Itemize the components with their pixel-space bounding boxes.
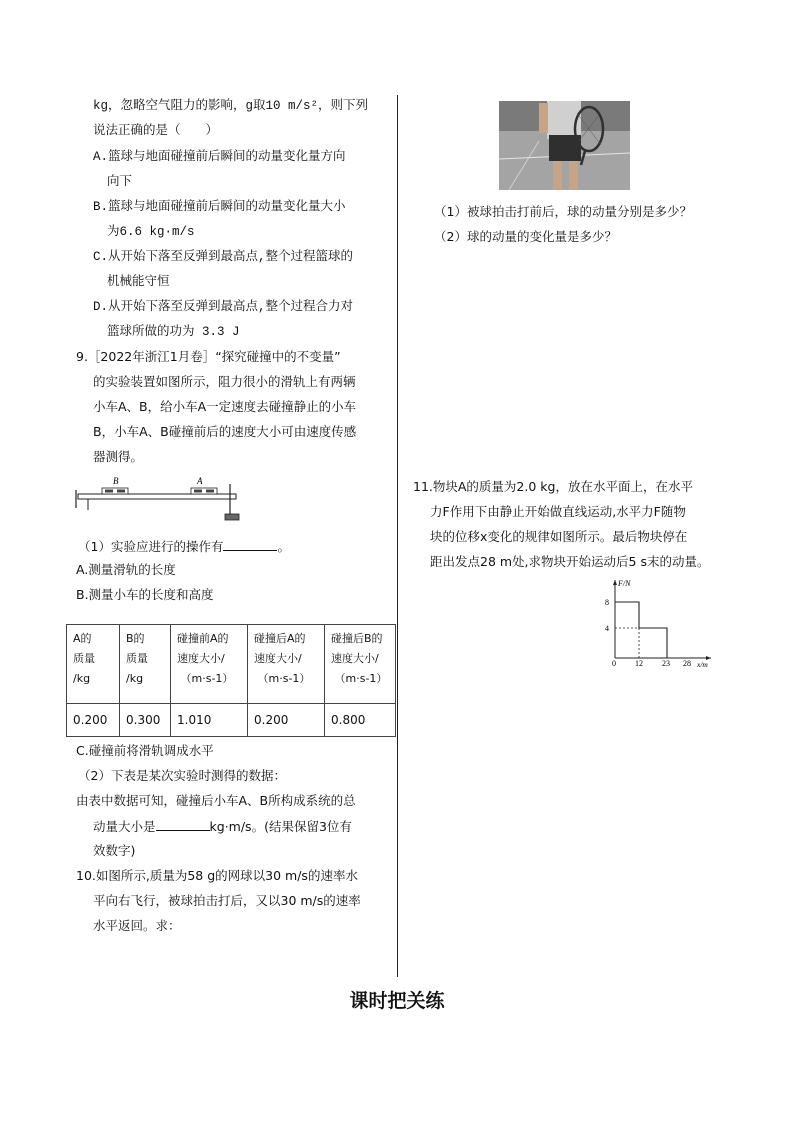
q11-stem-line: 11.物块A的质量为2.0 kg，放在水平面上，在水平 [413, 479, 693, 494]
q10-stem-line: 平向右飞行，被球拍击打后，又以30 m/s的速率 [93, 893, 361, 908]
q8-option-c: C.从开始下落至反弹到最高点,整个过程篮球的 [93, 250, 354, 264]
header-cell: 碰撞后A的 速度大小/ （m·s-1） [248, 625, 325, 704]
table-cell: 0.200 [248, 704, 325, 737]
q9-result-line: 效数字) [93, 843, 136, 858]
y-tick-label: 4 [605, 624, 609, 633]
x-tick-label: 0 [612, 659, 616, 668]
table-cell: 1.010 [171, 704, 248, 737]
header-cell: A的 质量 /kg [67, 625, 120, 704]
table-cell: 0.300 [120, 704, 171, 737]
q8-option-b: B.篮球与地面碰撞前后瞬间的动量变化量大小 [93, 200, 346, 214]
q9-part1-end: 。 [277, 539, 290, 554]
q8-option-d: D.从开始下落至反弹到最高点,整个过程合力对 [93, 300, 354, 314]
tennis-player-photo [499, 101, 630, 190]
q8-line: 说法正确的是（ ） [93, 124, 219, 138]
q10-sub-2: （2）球的动量的变化量是多少？ [434, 229, 617, 244]
q9-stem-line: 小车A、B，给小车A一定速度去碰撞静止的小车 [93, 399, 357, 414]
q11-stem-line: 距出发点28 m处,求物块开始运动后5 s末的动量。 [430, 554, 710, 569]
q8-option-b-cont: 为6.6 kg·m/s [107, 225, 195, 239]
q9-part2: （2）下表是某次实验时测得的数据： [78, 768, 286, 783]
y-axis-label: F/N [618, 579, 631, 588]
q9-option-a: A.测量滑轨的长度 [76, 562, 176, 577]
air-track-diagram [74, 474, 244, 524]
x-tick-label: 28 [683, 659, 691, 668]
q8-option-a-cont: 向下 [107, 175, 133, 189]
q8-option-d-cont: 篮球所做的功为 3.3 J [107, 325, 240, 339]
q11-stem-line: 力F作用下由静止开始做直线运动,水平力F随物 [430, 504, 686, 519]
section-heading: 课时把关练 [349, 990, 445, 1012]
table-row [67, 704, 396, 737]
q8-option-a: A.篮球与地面碰撞前后瞬间的动量变化量方向 [93, 150, 346, 164]
q9-stem-line: 的实验装置如图所示，阻力很小的滑轨上有两辆 [93, 374, 356, 389]
header-cell: B的 质量 /kg [120, 625, 171, 704]
x-tick-label: 23 [662, 659, 670, 668]
x-axis-label: x/m [697, 660, 708, 669]
q9-option-c: C.碰撞前将滑轨调成水平 [76, 743, 214, 758]
y-tick-label: 8 [605, 598, 609, 607]
table-cell: 0.800 [325, 704, 396, 737]
q8-option-c-cont: 机械能守恒 [107, 275, 170, 289]
q8-line: kg，忽略空气阻力的影响，g取10 m/s²，则下列 [93, 99, 369, 113]
q9-stem-line: 器测得。 [93, 449, 144, 464]
cart-b-label: B [113, 476, 119, 486]
q10-stem-line: 水平返回。求： [93, 918, 181, 933]
table-cell: 0.200 [67, 704, 120, 737]
q11-stem-line: 块的位移x变化的规律如图所示。最后物块停在 [430, 529, 688, 544]
force-curve [615, 602, 667, 658]
cart-a-label: A [197, 476, 203, 486]
q10-stem-line: 10.如图所示,质量为58 g的网球以30 m/s的速率水 [76, 868, 358, 883]
x-tick-label: 12 [635, 659, 643, 668]
header-cell: 碰撞前A的 速度大小/ （m·s-1） [171, 625, 248, 704]
q9-option-b: B.测量小车的长度和高度 [76, 587, 214, 602]
data-table [66, 624, 396, 737]
q9-result-line: 由表中数据可知，碰撞后小车A、B所构成系统的总 [76, 793, 356, 808]
q9-stem-line: B，小车A、B碰撞前后的速度大小可由速度传感 [93, 424, 357, 439]
q9-part1-text: （1）实验应进行的操作有 [78, 539, 224, 554]
q10-sub-1: （1）被球拍击打前后，球的动量分别是多少？ [434, 204, 692, 219]
answer-blank [223, 538, 277, 551]
q9-part1 [78, 538, 290, 555]
table-header-row [67, 625, 396, 704]
answer-blank [156, 818, 210, 831]
force-displacement-graph [595, 576, 715, 670]
header-cell: 碰撞后B的 速度大小/ （m·s-1） [325, 625, 396, 704]
q9-stem-line: 9.［2022年浙江1月卷］“探究碰撞中的不变量” [76, 349, 341, 364]
column-divider [397, 95, 398, 977]
q9-result-line: 动量大小是 kg·m/s。(结果保留3位有 [93, 819, 352, 834]
